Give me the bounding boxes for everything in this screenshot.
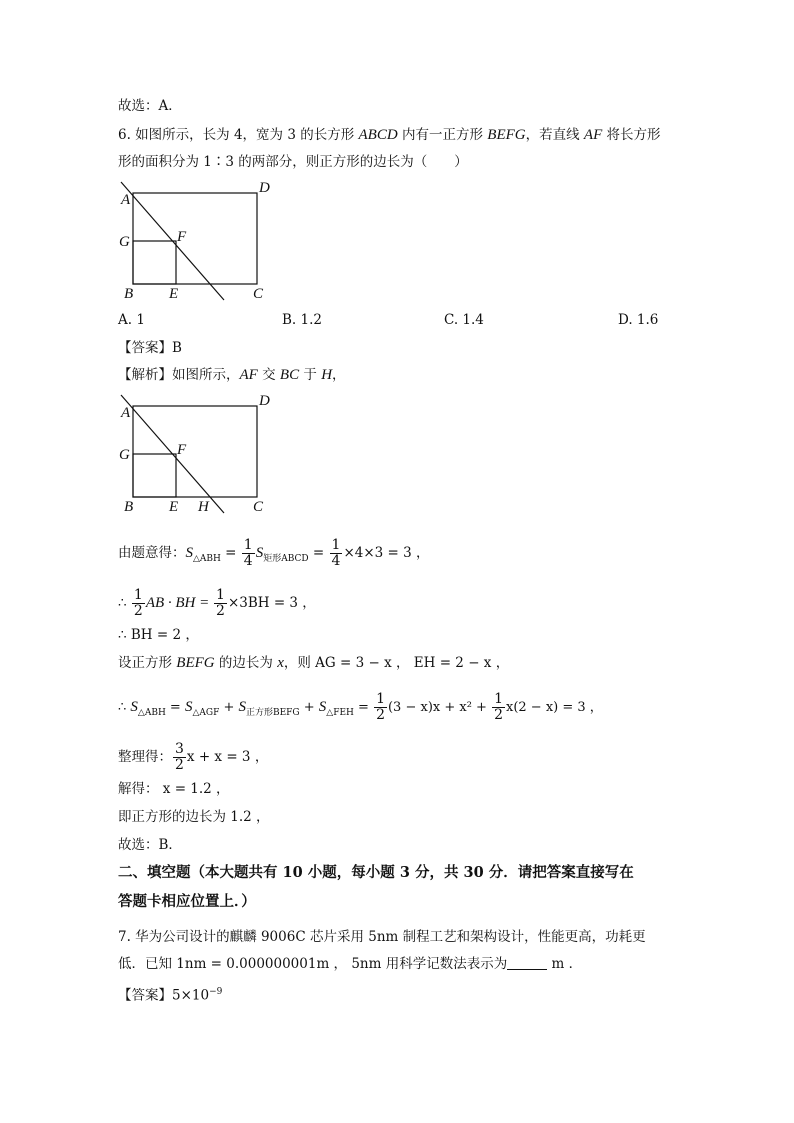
label-d-2: D: [259, 393, 270, 409]
step-3: ∴ BH = 2 ，: [118, 627, 199, 643]
q6-figure-2: [112, 393, 272, 518]
q7-line1: 7. 华为公司设计的麒麟 9006C 芯片采用 5nm 制程工艺和架构设计，性能更高，功耗更: [118, 929, 646, 945]
fraction: $\frac{1}{2}$: [494, 691, 503, 723]
rect-abcd: [133, 193, 257, 284]
square-befg: [133, 241, 176, 284]
option-a: A. 1: [118, 312, 145, 328]
step-5: ∴ $S_{\triangle ABH} = S_{\triangle AGF} + S_{正方形BEFG} + S_{\triangle FEH}$ = $\frac{1}{2}$ (3 − x)x + x² + $\frac{1}{2}$ x(2 − x) = 3 ，: [118, 691, 603, 723]
label-a-2: A: [121, 405, 131, 421]
rect-abcd-2: [133, 406, 257, 497]
step-9: 故选：B．: [118, 837, 182, 853]
q6-stem-line1: 6. 如图所示，长为 4，宽为 3 的长方形 ABCD 内有一正方形 BEFG，若直线 AF 将长方形: [118, 127, 661, 143]
fraction: $\frac{1}{2}$: [133, 587, 143, 619]
label-c: C: [253, 286, 264, 302]
option-b: B. 1.2: [282, 312, 322, 328]
step-6: 整理得： $\frac{3}{2}$ x + x = 3 ，: [118, 741, 269, 773]
label-e: E: [169, 286, 179, 302]
label-e-2: E: [169, 499, 179, 515]
answer-blank: [507, 956, 547, 970]
step-7: 解得： x = 1.2 ，: [118, 781, 230, 797]
label-f: F: [177, 229, 187, 245]
rect-name: ABCD: [358, 127, 398, 143]
fraction: $\frac{1}{4}$: [243, 537, 253, 569]
fraction: $\frac{1}{4}$: [331, 537, 341, 569]
square-befg-2: [133, 454, 176, 497]
square-name: BEFG: [487, 127, 526, 143]
label-b: B: [124, 286, 134, 302]
label-a: A: [121, 192, 131, 208]
step-8: 即正方形的边长为 1.2 ，: [118, 809, 270, 825]
option-d: D. 1.6: [618, 312, 659, 328]
label-h-2: H: [198, 499, 209, 515]
fraction: $\frac{1}{2}$: [376, 691, 385, 723]
label-b-2: B: [124, 499, 134, 515]
label-g: G: [119, 234, 130, 250]
fraction: $\frac{3}{2}$: [175, 741, 184, 773]
label-f-2: F: [177, 442, 187, 458]
q6-analysis-intro: 【解析】如图所示，AF 交 BC 于 H，: [118, 367, 346, 383]
section-2-heading-line2: 答题卡相应位置上．）: [118, 893, 256, 910]
line-name: AF: [583, 127, 603, 143]
step-1: 由题意得：$S_{\triangle ABH}$ = $\frac{1}{4}$ $S_{矩形ABCD}$ = $\frac{1}{4}$ ×4×3 = 3 ，: [118, 537, 430, 569]
option-c: C. 1.4: [444, 312, 484, 328]
label-d: D: [259, 180, 270, 196]
q6-answer: 【答案】B: [118, 340, 182, 356]
q7-answer: 【答案】$5\times 10^{-9}$: [118, 987, 223, 1004]
prev-answer: 故选：A．: [118, 98, 182, 114]
label-g-2: G: [119, 447, 130, 463]
q7-line2: 低．已知 1nm = 0.000000001m ， 5nm 用科学记数法表示为 m ．: [118, 956, 583, 972]
step-4: 设正方形 BEFG 的边长为 x，则 AG = 3 − x ， EH = 2 − x ，: [118, 655, 510, 671]
q6-stem-line2: 形的面积分为 1∶3 的两部分，则正方形的边长为（ ）: [118, 154, 468, 170]
section-2-heading-line1: 二、填空题（本大题共有 10 小题，每小题 3 分，共 30 分．请把答案直接写在: [118, 864, 634, 881]
step-2: ∴ $\frac{1}{2}$ AB · BH = $\frac{1}{2}$ ×3BH = 3 ，: [118, 587, 316, 619]
fraction: $\frac{1}{2}$: [216, 587, 225, 619]
label-c-2: C: [253, 499, 264, 515]
q6-figure-1: [112, 180, 272, 305]
